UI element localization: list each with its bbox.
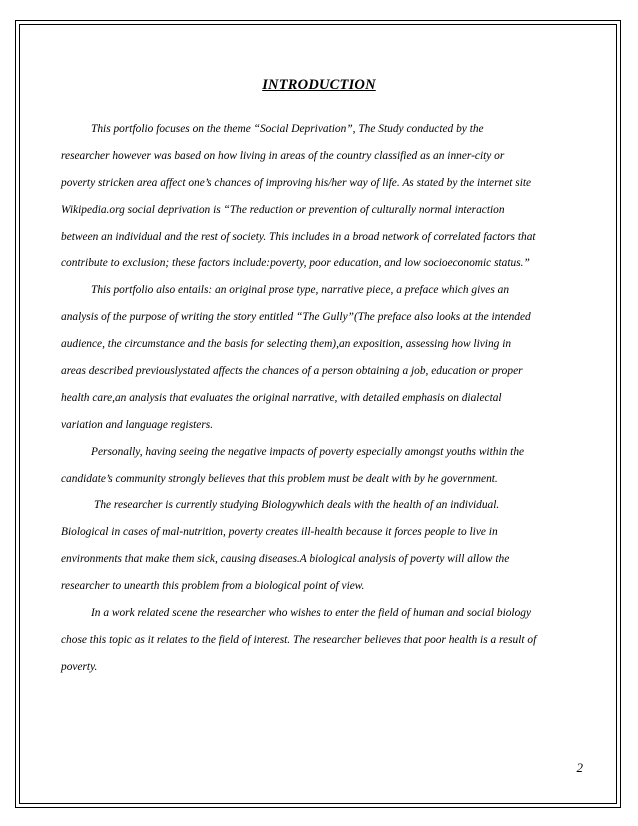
text-line: variation and language registers. <box>61 418 214 431</box>
body-text <box>61 116 585 681</box>
text-line: candidate’s community strongly believes that this problem must be dealt with by he government. <box>61 472 498 485</box>
text-line: This portfolio focuses on the theme “Social Deprivation”, The Study conducted by the <box>91 123 484 135</box>
text-line: analysis of the purpose of writing the story entitled “The Gully”(The preface also looks at the intended <box>61 311 531 324</box>
text-line: poverty. <box>61 660 98 673</box>
text-line: audience, the circumstance and the basis for selecting them),an exposition, assessing how living in <box>61 338 512 351</box>
text-line: contribute to exclusion; these factors include:poverty, poor education, and low socioeconomic status.” <box>61 257 530 270</box>
page-number: 2 <box>576 760 583 775</box>
text-line: Biological in cases of mal-nutrition, poverty creates ill-health because it forces people to live in <box>61 526 498 539</box>
text-line: between an individual and the rest of society. This includes in a broad network of correlated factors that <box>61 230 536 243</box>
text-line: researcher however was based on how living in areas of the country classified as an inner-city or <box>61 149 505 162</box>
text-line: areas described previouslystated affects the chances of a person obtaining a job, education or proper <box>61 365 523 378</box>
text-line: This portfolio also entails: an original prose type, narrative piece, a preface which gives an <box>91 284 510 297</box>
text-line: Personally, having seeing the negative impacts of poverty especially amongst youths within the <box>91 445 525 458</box>
text-line: poverty stricken area affect one’s chances of improving his/her way of life. As stated by the internet site <box>61 176 532 189</box>
text-line: researcher to unearth this problem from a biological point of view. <box>61 580 365 593</box>
text-line: chose this topic as it relates to the field of interest. The researcher believes that poor health is a result of <box>61 633 537 646</box>
text-line: environments that make them sick, causing diseases.A biological analysis of poverty will allow the <box>61 553 510 566</box>
text-line: In a work related scene the researcher who wishes to enter the field of human and social biology <box>91 607 532 620</box>
text-line: The researcher is currently studying Biologywhich deals with the health of an individual. <box>94 499 500 512</box>
page-title: INTRODUCTION <box>262 77 376 93</box>
text-line: Wikipedia.org social deprivation is “The reduction or prevention of culturally normal interaction <box>61 203 505 216</box>
text-line: health care,an analysis that evaluates the original narrative, with detailed emphasis on dialectal <box>61 391 502 404</box>
